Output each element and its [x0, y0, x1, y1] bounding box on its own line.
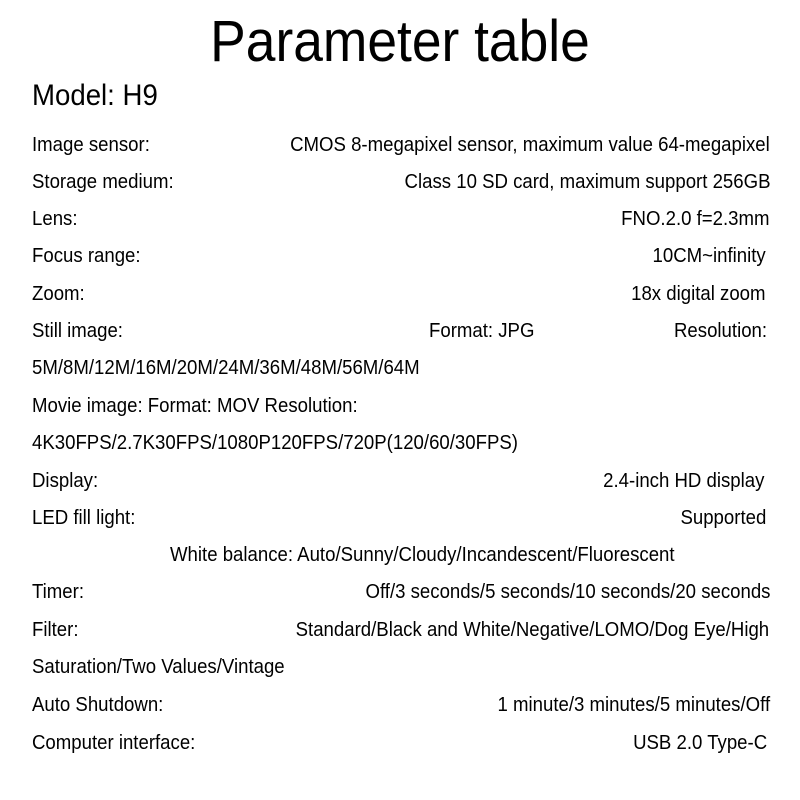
row-focus-range: [32, 241, 770, 271]
storage-medium-label: Storage medium:: [32, 171, 174, 193]
still-image-resolution-values: 5M/8M/12M/16M/20M/24M/36M/48M/56M/64M: [32, 357, 420, 379]
timer-label: Timer:: [32, 581, 85, 603]
row-zoom: [32, 279, 770, 309]
row-lens: [32, 204, 770, 234]
auto-shutdown-label: Auto Shutdown:: [32, 694, 164, 716]
focus-range-label: Focus range:: [32, 245, 141, 267]
zoom-value: 18x digital zoom: [631, 283, 766, 305]
row-still-image-resolutions: [32, 353, 770, 383]
model-heading: Model: H9: [32, 79, 158, 112]
still-image-resolution-label: Resolution:: [673, 320, 767, 342]
led-fill-light-label: LED fill light:: [32, 507, 136, 529]
still-image-format: Format: JPG: [429, 320, 535, 342]
filter-continuation: Saturation/Two Values/Vintage: [32, 656, 285, 678]
filter-label: Filter:: [32, 619, 79, 641]
movie-image-line1: Movie image: Format: MOV Resolution:: [32, 395, 358, 417]
display-label: Display:: [32, 470, 99, 492]
computer-interface-value: USB 2.0 Type-C: [632, 732, 767, 754]
row-movie-image-resolutions: [32, 428, 770, 458]
movie-image-line2: 4K30FPS/2.7K30FPS/1080P120FPS/720P(120/60/30FPS): [32, 432, 518, 454]
led-fill-light-value: Supported: [680, 507, 766, 529]
row-led-fill-light: [32, 503, 770, 533]
row-movie-image: [32, 391, 770, 421]
row-auto-shutdown: [32, 690, 770, 720]
row-white-balance: [32, 540, 770, 570]
auto-shutdown-value: 1 minute/3 minutes/5 minutes/Off: [497, 694, 770, 716]
image-sensor-value: CMOS 8-megapixel sensor, maximum value 64-megapixel: [290, 134, 770, 156]
display-value: 2.4-inch HD display: [602, 470, 764, 492]
row-filter-continuation: [32, 652, 770, 682]
row-display: [32, 466, 770, 496]
lens-value: FNO.2.0 f=2.3mm: [620, 208, 769, 230]
filter-value: Standard/Black and White/Negative/LOMO/Dog Eye/High: [295, 619, 769, 641]
timer-value: Off/3 seconds/5 seconds/10 seconds/20 seconds: [365, 581, 770, 603]
row-still-image: [32, 316, 770, 346]
storage-medium-value: Class 10 SD card, maximum support 256GB: [404, 171, 770, 193]
computer-interface-label: Computer interface:: [32, 732, 196, 754]
still-image-label: Still image:: [32, 320, 123, 342]
lens-label: Lens:: [32, 208, 78, 230]
row-computer-interface: [32, 728, 770, 758]
page-title: Parameter table: [210, 9, 590, 74]
row-image-sensor: [32, 130, 770, 160]
zoom-label: Zoom:: [32, 283, 85, 305]
row-timer: [32, 577, 770, 607]
row-storage-medium: [32, 167, 770, 197]
focus-range-value: 10CM~infinity: [652, 245, 766, 267]
white-balance-text: White balance: Auto/Sunny/Cloudy/Incandescent/Fluorescent: [170, 544, 675, 566]
row-filter: [32, 615, 770, 645]
image-sensor-label: Image sensor:: [32, 134, 150, 156]
